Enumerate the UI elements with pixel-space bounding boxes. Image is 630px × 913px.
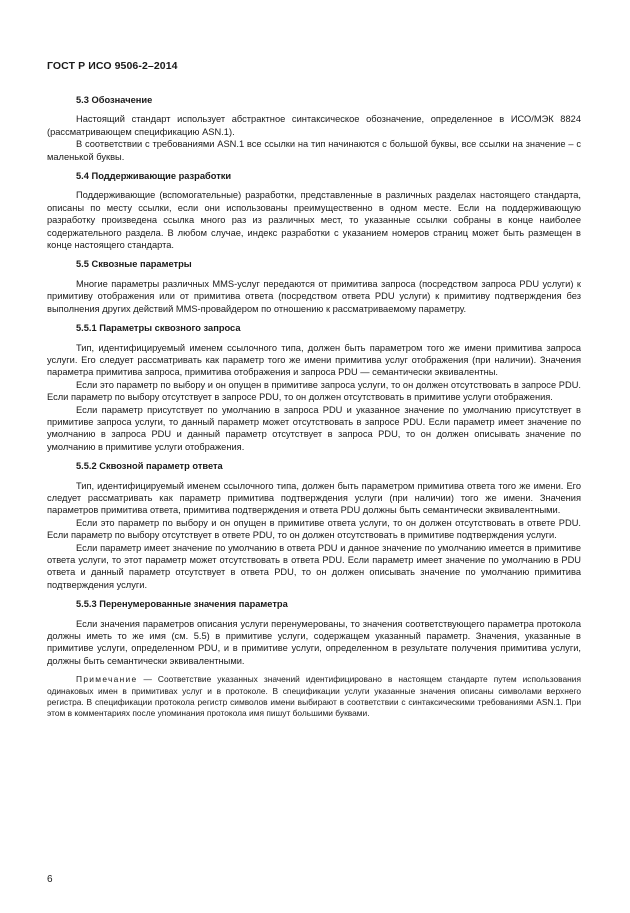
paragraph: Тип, идентифицируемый именем ссылочного типа, должен быть параметром того же имени примитива запроса услуги. Его следует рассматривать как параметр того же имени примитива услуг отображения (при наличии). Значения параметра примитива запроса, примитива отображения и запроса PDU — семантически эквивалентны. bbox=[47, 342, 581, 378]
document-body bbox=[47, 94, 581, 720]
paragraph: Если это параметр по выбору и он опущен в примитиве ответа услуги, то он должен отсутствовать в ответе PDU. Если параметр по выбору отсутствует в ответе PDU, то он должен отсутствовать в примитиве подтверждения услуги. bbox=[47, 517, 581, 541]
paragraph: Если это параметр по выбору и он опущен в примитиве запроса услуги, то он должен отсутствовать в запросе PDU. Если параметр по выбору отсутствует в запросе PDU, то он должен отсутствовать в примитиве услуги отображения. bbox=[47, 379, 581, 403]
paragraph: Поддерживающие (вспомогательные) разработки, представленные в различных разделах настоящего стандарта, описаны по месту ссылки, если они использованы преимущественно в одном месте. Если на поддерживающую разработку произведена ссылка много раз из различных мест, то указанные ссылки собраны в конце наиболее содержательного раздела. В любом случае, индекс разработки с указанием номеров страниц может быть размещен в конце настоящего стандарта. bbox=[47, 190, 581, 251]
section-5-3 bbox=[47, 94, 581, 163]
section-heading: 5.4 Поддерживающие разработки bbox=[76, 171, 232, 182]
section-heading: 5.3 Обозначение bbox=[76, 95, 153, 105]
paragraph: В соответствии с требованиями ASN.1 все ссылки на тип начинаются с большой буквы, все ссылки на значение – с маленькой буквы. bbox=[47, 139, 581, 162]
paragraph: Если параметр присутствует по умолчанию в запроса PDU и указанное значение по умолчанию присутствует в примитиве запроса услуги, то данный параметр может отсутствовать в запросе PDU. Если параметр имеет значение по умолчанию в запроса PDU и данный параметр отсутствует в запроса PDU, то он должен описывать значение по умолчанию в примитиве услуги отображения. bbox=[47, 404, 581, 452]
paragraph: Настоящий стандарт использует абстрактное синтаксическое обозначение, определенное в ИСО/МЭК 8824 (рассматривающем спецификацию ASN.1). bbox=[47, 114, 581, 137]
paragraph: Многие параметры различных MMS-услуг передаются от примитива запроса (посредством запроса PDU услуги) к примитиву отображения или от примитива ответа (посредством ответа PDU услуги) к примитиву подтверждения без выполнения других действий MMS-провайдером по отношению к рассматриваемому параметру. bbox=[47, 278, 581, 314]
section-5-5-3 bbox=[47, 598, 581, 667]
section-heading: 5.5.3 Перенумерованные значения параметра bbox=[76, 599, 288, 610]
paragraph: Тип, идентифицируемый именем ссылочного типа, должен быть параметром примитива ответа того же имени. Его следует рассматривать как параметр примитива подтверждения услуги (при наличии) того же имени. Значения параметров примитива ответа, примитива подтверждения и ответа PDU должны быть семантически эквивалентными. bbox=[47, 480, 581, 516]
section-5-5 bbox=[47, 258, 581, 315]
section-5-4 bbox=[47, 170, 581, 251]
section-heading: 5.5 Сквозные параметры bbox=[76, 259, 192, 270]
section-heading: 5.5.2 Сквозной параметр ответа bbox=[76, 461, 223, 472]
note bbox=[47, 674, 581, 720]
note-text: — Соответствие указанных значений идентифицировано в настоящем стандарте путем использования одинаковых имен в примитивах услуг и в протоколе. В спецификации услуги указанные значения описаны символами верхнего регистра. В спецификации протокола регистр символов имени выбирают в соответствии с синтаксическими требованиями ASN.1. При этом в комментариях после упоминания протокола имя пишут большими буквами. bbox=[47, 674, 581, 719]
section-5-5-1 bbox=[47, 322, 581, 453]
section-5-5-2 bbox=[47, 460, 581, 591]
page-number: 6 bbox=[47, 874, 53, 885]
paragraph: Если параметр имеет значение по умолчанию в ответа PDU и данное значение по умолчанию имеется в примитиве ответа услуги, то этот параметр может отсутствовать в ответа PDU. Если параметр имеет значение по умолчанию в PDU ответа и данный параметр отсутствует в ответа PDU, то он должен описывать значение по умолчанию примитива подтверждения услуги. bbox=[47, 542, 581, 590]
section-heading: 5.5.1 Параметры сквозного запроса bbox=[76, 323, 241, 334]
document-header: ГОСТ Р ИСО 9506-2–2014 bbox=[47, 60, 178, 72]
note-label: Примечание bbox=[76, 674, 138, 685]
paragraph: Если значения параметров описания услуги перенумерованы, то значения соответствующего параметра протокола должны иметь то же имя (см. 5.5) в примитиве услуги, содержащем указанный параметр. Значения, указанные в примитиве услуги, определенном PDU, и в примитиве услуги, определенном в результате получения примитива услуги, должны быть семантически эквивалентными. bbox=[47, 618, 581, 666]
